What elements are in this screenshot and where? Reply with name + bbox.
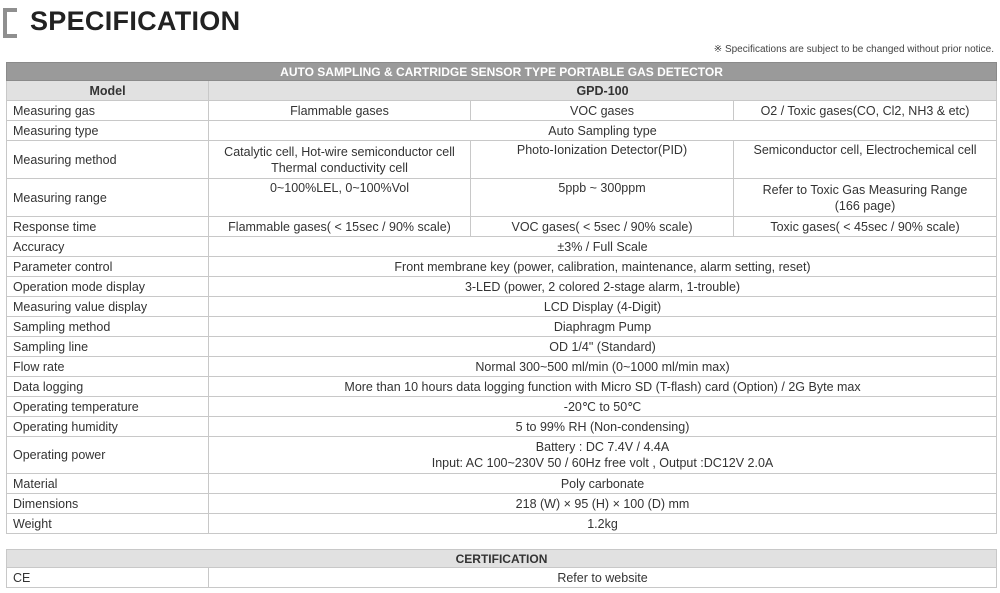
row-label: Operating humidity [7, 417, 209, 437]
cell-value: Front membrane key (power, calibration, maintenance, alarm setting, reset) [209, 257, 997, 277]
row-label: Dimensions [7, 494, 209, 514]
cell-value: 1.2kg [209, 514, 997, 534]
cell-value: -20℃ to 50℃ [209, 397, 997, 417]
table-row [7, 237, 997, 257]
table-row [7, 101, 997, 121]
cell-value: Normal 300~500 ml/min (0~1000 ml/min max) [209, 357, 997, 377]
table-row [7, 277, 997, 297]
certification-table [6, 549, 997, 588]
cell-value: More than 10 hours data logging function with Micro SD (T-flash) card (Option) / 2G Byte max [209, 377, 997, 397]
cell-line: Input: AC 100~230V 50 / 60Hz free volt , Output :DC12V 2.0A [431, 456, 774, 470]
cell-value: Auto Sampling type [209, 121, 997, 141]
cert-table-title-row [7, 550, 997, 568]
row-label: Measuring method [7, 141, 209, 179]
table-row [7, 514, 997, 534]
cell-value: Flammable gases [209, 101, 471, 121]
table-row [7, 217, 997, 237]
table-row [7, 474, 997, 494]
cell-value [734, 179, 997, 217]
cell-value: Diaphragm Pump [209, 317, 997, 337]
cell-line: (166 page) [834, 198, 896, 213]
cell-line: Catalytic cell, Hot-wire semiconductor cell [224, 144, 455, 159]
table-row [7, 397, 997, 417]
row-label: Measuring gas [7, 101, 209, 121]
table-row [7, 141, 997, 179]
row-label: Data logging [7, 377, 209, 397]
row-label: Accuracy [7, 237, 209, 257]
cell-line: Refer to Toxic Gas Measuring Range [762, 182, 968, 197]
table-row [7, 417, 997, 437]
cell-value: Photo-Ionization Detector(PID) [471, 141, 734, 179]
cell-value: Toxic gases( < 45sec / 90% scale) [734, 217, 997, 237]
cell-value: LCD Display (4-Digit) [209, 297, 997, 317]
page-title: SPECIFICATION [30, 6, 241, 36]
cert-table-title: CERTIFICATION [7, 550, 997, 568]
row-label: Operating power [7, 437, 209, 474]
change-notice: ※ Specifications are subject to be changed without prior notice. [713, 44, 994, 55]
row-label: Material [7, 474, 209, 494]
model-label: Model [7, 81, 209, 101]
model-value: GPD-100 [209, 81, 997, 101]
row-label: Response time [7, 217, 209, 237]
table-row [7, 337, 997, 357]
cell-value: Semiconductor cell, Electrochemical cell [734, 141, 997, 179]
row-label: Measuring range [7, 179, 209, 217]
cell-line: Battery : DC 7.4V / 4.4A [535, 440, 670, 454]
row-label: Operation mode display [7, 277, 209, 297]
cell-value: VOC gases( < 5sec / 90% scale) [471, 217, 734, 237]
cell-value: ±3% / Full Scale [209, 237, 997, 257]
table-row [7, 357, 997, 377]
spec-table-title-row [7, 63, 997, 81]
table-row [7, 437, 997, 474]
row-label: Measuring type [7, 121, 209, 141]
cell-value: Poly carbonate [209, 474, 997, 494]
model-row [7, 81, 997, 101]
table-row [7, 121, 997, 141]
table-row [7, 297, 997, 317]
cell-value: 218 (W) × 95 (H) × 100 (D) mm [209, 494, 997, 514]
row-label: Weight [7, 514, 209, 534]
row-label: CE [7, 568, 209, 588]
table-row [7, 377, 997, 397]
row-label: Operating temperature [7, 397, 209, 417]
cell-value: Flammable gases( < 15sec / 90% scale) [209, 217, 471, 237]
cell-value: 0~100%LEL, 0~100%Vol [209, 179, 471, 217]
specification-table [6, 62, 997, 534]
cell-value: 3-LED (power, 2 colored 2-stage alarm, 1-trouble) [209, 277, 997, 297]
cell-value [209, 437, 997, 474]
cell-value [209, 141, 471, 179]
cell-value: 5ppb ~ 300ppm [471, 179, 734, 217]
cell-line: Thermal conductivity cell [271, 160, 408, 175]
row-label: Sampling method [7, 317, 209, 337]
row-label: Flow rate [7, 357, 209, 377]
table-row [7, 317, 997, 337]
spec-table-title: AUTO SAMPLING & CARTRIDGE SENSOR TYPE PORTABLE GAS DETECTOR [7, 63, 997, 81]
table-row [7, 568, 997, 588]
row-label: Parameter control [7, 257, 209, 277]
row-label: Sampling line [7, 337, 209, 357]
table-row [7, 179, 997, 217]
title-bracket-mark [3, 8, 17, 38]
cell-value: VOC gases [471, 101, 734, 121]
cell-value: 5 to 99% RH (Non-condensing) [209, 417, 997, 437]
table-row [7, 257, 997, 277]
cell-value: OD 1/4" (Standard) [209, 337, 997, 357]
cell-value: O2 / Toxic gases(CO, Cl2, NH3 & etc) [734, 101, 997, 121]
row-label: Measuring value display [7, 297, 209, 317]
table-row [7, 494, 997, 514]
cell-value: Refer to website [209, 568, 997, 588]
